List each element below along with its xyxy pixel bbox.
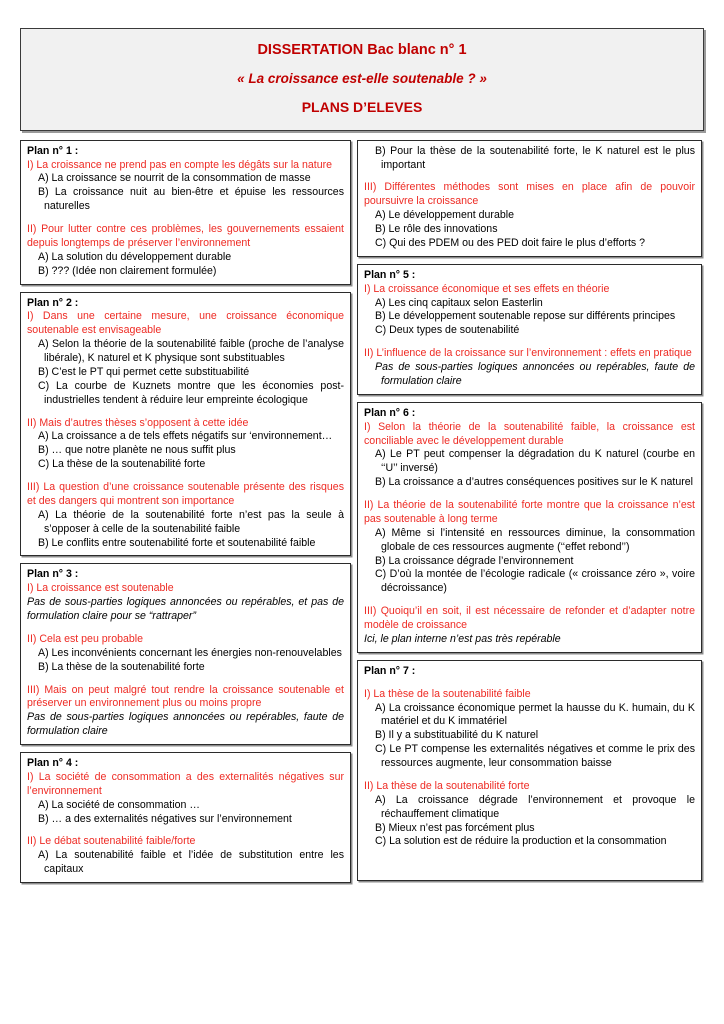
spacer (364, 490, 695, 499)
plan-3-part-2: II) Cela est peu probable (27, 632, 144, 645)
plan-2-sub-1a: A) Selon la théorie de la soutenabilité faible (proche de l’analyse libérale), K naturel et K physique sont substituables (38, 338, 344, 365)
plan-4-heading: Plan n° 4 : (27, 757, 79, 770)
plan-1-heading: Plan n° 1 : (27, 144, 79, 157)
plan-1-sub-2a: A) La solution du développement durable (38, 250, 232, 263)
plan-7-part-1: I) La thèse de la soutenabilité faible (364, 687, 531, 700)
plan-6-sub-2b: B) La croissance dégrade l’environnement (375, 554, 574, 567)
plan-6-sub-1b: B) La croissance a d’autres conséquences positives sur le K naturel (375, 476, 693, 489)
plan-7-heading: Plan n° 7 : (364, 664, 416, 677)
plan-4-part-2: II) Le débat soutenabilité faible/forte (27, 835, 196, 848)
plan-5-sub-1c: C) Deux types de soutenabilité (375, 324, 520, 337)
left-column (20, 140, 351, 883)
plan-1-sub-1b: B) La croissance nuit au bien-être et épuise les ressources naturelles (38, 186, 344, 213)
plan-box-6 (357, 402, 702, 653)
right-column (357, 140, 702, 882)
plan-1-sub-1a: A) La croissance se nourrit de la consommation de masse (38, 172, 311, 185)
plan-6-sub-2a: A) Même si l’intensité en ressources diminue, la consommation globale de ces ressources augmente (‘‘effet rebond’’) (375, 526, 695, 553)
plan-5-note: Pas de sous-parties logiques annoncées ou repérables, faute de formulation claire (375, 361, 695, 387)
plans-columns (20, 140, 704, 883)
plan-3-heading: Plan n° 3 : (27, 568, 79, 581)
plan-box-2 (20, 292, 351, 557)
plan-4-sub-2b: B) Pour la thèse de la soutenabilité forte, le K naturel est le plus important (375, 144, 695, 171)
plan-6-heading: Plan n° 6 : (364, 406, 416, 419)
plan-3-part-3: III) Mais on peut malgré tout rendre la croissance soutenable et préserver un environnement plus ou moins propre (27, 683, 344, 710)
plan-1-part-1: I) La croissance ne prend pas en compte les dégâts sur la nature (27, 158, 333, 171)
plan-box-7 (357, 660, 702, 882)
plan-7-part-2: II) La thèse de la soutenabilité forte (364, 779, 530, 792)
plan-7-sub-2a: A) La croissance dégrade l’environnement et provoque le réchauffement climatique (375, 793, 695, 820)
plan-4-sub-1b: B) … a des externalités négatives sur l’environnement (38, 812, 292, 825)
plan-2-sub-2c: C) La thèse de la soutenabilité forte (38, 458, 206, 471)
plan-3-sub-2a: A) Les inconvénients concernant les énergies non-renouvelables (38, 646, 342, 659)
plan-4-sub-3c: C) Qui des PDEM ou des PED doit faire le plus d’efforts ? (375, 236, 646, 249)
plan-box-4 (20, 752, 351, 883)
plan-4-sub-1a: A) La société de consommation … (38, 798, 200, 811)
spacer (27, 214, 344, 223)
plan-2-sub-2b: B) … que notre planète ne nous suffit plus (38, 444, 236, 457)
plan-6-part-3: III) Quoiqu’il en soit, il est nécessaire de refonder et d’adapter notre modèle de croissance (364, 605, 695, 632)
plan-5-part-1: I) La croissance économique et ses effets en théorie (364, 282, 610, 295)
plan-7-sub-2c: C) La solution est de réduire la production et la consommation (375, 835, 667, 848)
plan-2-sub-1c: C) La courbe de Kuznets montre que les économies post-industrielles tendent à réduire leur empreinte écologique (38, 379, 344, 406)
plan-7-sub-1a: A) La croissance économique permet la hausse du K. humain, du K matériel et du K immatériel (375, 701, 695, 728)
plan-1-sub-2b: B) ??? (Idée non clairement formulée) (38, 264, 217, 277)
plan-1-part-2: II) Pour lutter contre ces problèmes, les gouvernements essaient depuis longtemps de préserver l’environnement (27, 223, 344, 249)
plan-4-part-1: I) La société de consommation a des externalités négatives sur l’environnement (27, 770, 344, 797)
plan-6-note: Ici, le plan interne n’est pas très repérable (364, 632, 561, 645)
plan-box-1 (20, 140, 351, 285)
dissertation-question: « La croissance est-elle soutenable ? » (237, 70, 487, 86)
plan-2-sub-3a: A) La théorie de la soutenabilité forte n’est pas la seule à s’opposer à celle de la soutenabilité faible (38, 508, 344, 535)
plan-2-part-3: III) La question d’une croissance soutenable présente des risques et des dangers qui montrent son importance (27, 481, 344, 507)
plan-2-part-2: II) Mais d’autres thèses s’opposent à cette idée (27, 416, 249, 429)
plan-2-heading: Plan n° 2 : (27, 296, 79, 309)
spacer (364, 596, 695, 605)
document-header (20, 28, 704, 131)
spacer (27, 624, 344, 633)
spacer (364, 771, 695, 780)
plan-7-sub-1b: B) Il y a substituabilité du K naturel (375, 729, 539, 742)
plan-6-sub-1a: A) Le PT peut compenser la dégradation du K naturel (courbe en ‘‘U’’ inversé) (375, 448, 695, 475)
plan-5-part-2: II) L’influence de la croissance sur l’environnement : effets en pratique (364, 347, 692, 360)
plan-box-3 (20, 563, 351, 745)
page-title: DISSERTATION Bac blanc n° 1 (257, 42, 467, 58)
plan-6-part-1: I) Selon la théorie de la soutenabilité faible, la croissance est conciliable avec le développement durable (364, 420, 695, 447)
plan-2-part-1: I) Dans une certaine mesure, une croissance économique soutenable est envisageable (27, 310, 344, 337)
plan-4-sub-2a: A) La soutenabilité faible et l’idée de substitution entre les capitaux (38, 849, 344, 876)
plan-3-note-1: Pas de sous-parties logiques annoncées ou repérables, et pas de formulation claire pour se “rattraper” (27, 596, 344, 623)
spacer (364, 679, 695, 688)
spacer (364, 849, 695, 875)
plan-7-sub-1c: C) Le PT compense les externalités négatives et comme le prix des ressources augmente, leur consommation baisse (375, 743, 695, 770)
plan-2-sub-2a: A) La croissance a de tels effets négatifs sur ‘environnement… (38, 430, 333, 443)
plan-2-sub-3b: B) Le conflits entre soutenabilité forte et soutenabilité faible (38, 536, 316, 549)
plan-3-note-2: Pas de sous-parties logiques annoncées ou repérables, faute de formulation claire (27, 711, 344, 738)
plan-4-sub-3b: B) Le rôle des innovations (375, 223, 498, 236)
plan-2-sub-1b: B) C’est le PT qui permet cette substituabilité (38, 365, 250, 378)
spacer (27, 826, 344, 835)
plan-5-sub-1a: A) Les cinq capitaux selon Easterlin (375, 296, 543, 309)
plan-3-part-1: I) La croissance est soutenable (27, 582, 174, 595)
plan-6-sub-2c: C) D’où la montée de l’écologie radicale (« croissance zéro », voire décroissance) (375, 568, 695, 595)
plan-4-part-3: III) Différentes méthodes sont mises en place afin de pouvoir poursuivre la croissance (364, 181, 695, 208)
plan-6-part-2: II) La théorie de la soutenabilité forte montre que la croissance n’est pas soutenable à long terme (364, 499, 695, 525)
spacer (364, 172, 695, 181)
plan-4-sub-3a: A) Le développement durable (375, 209, 514, 222)
plan-box-4-continued (357, 140, 702, 257)
spacer (27, 675, 344, 684)
spacer (27, 472, 344, 481)
plan-box-5 (357, 264, 702, 395)
plan-7-sub-2b: B) Mieux n’est pas forcément plus (375, 821, 535, 834)
plan-5-sub-1b: B) Le développement soutenable repose sur différents principes (375, 310, 676, 323)
plan-3-sub-2b: B) La thèse de la soutenabilité forte (38, 660, 205, 673)
spacer (27, 408, 344, 417)
spacer (364, 338, 695, 347)
plan-5-heading: Plan n° 5 : (364, 268, 416, 281)
section-label-plans: PLANS D’ELEVES (301, 98, 423, 115)
